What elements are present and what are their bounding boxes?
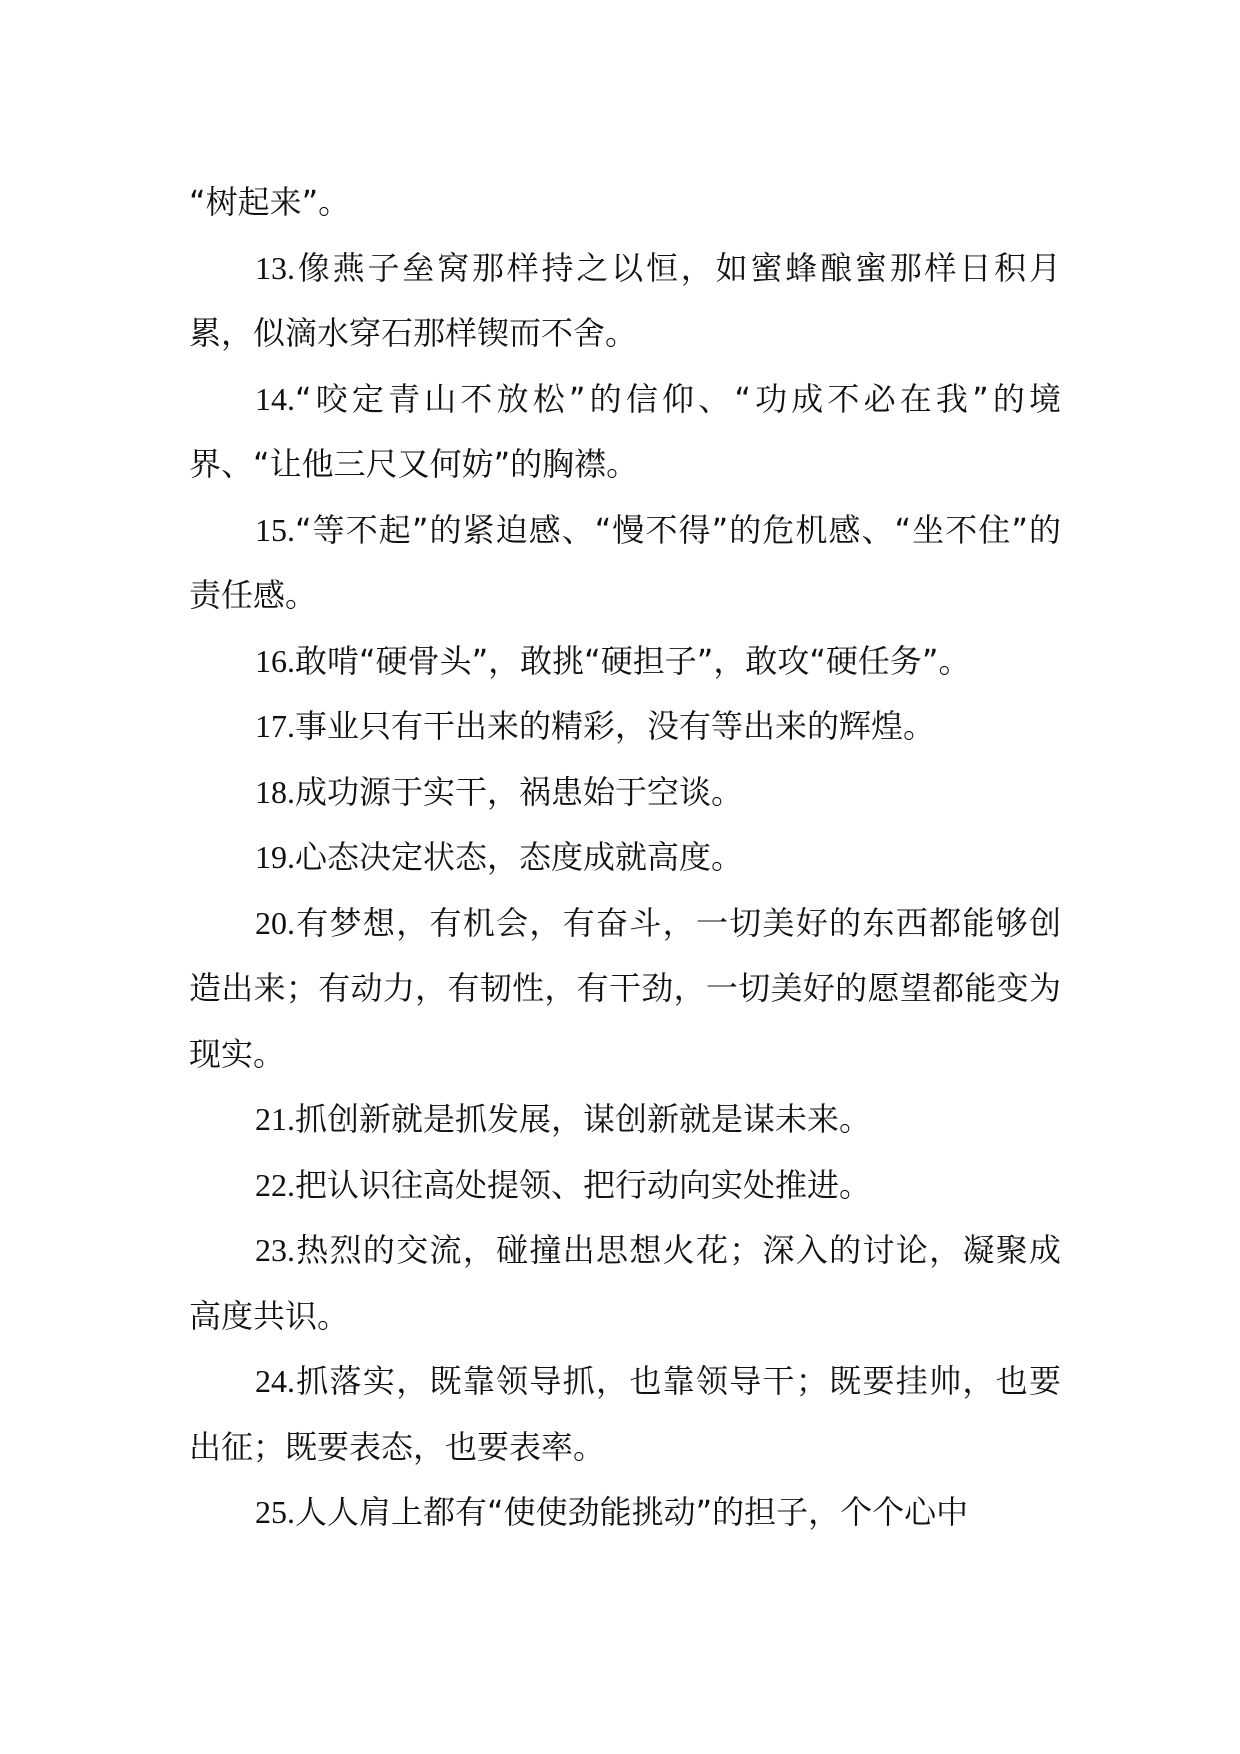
item-number: 24. [255, 1363, 295, 1399]
item-number: 19. [255, 839, 295, 875]
paragraph-text: “树起来”。 [189, 183, 351, 221]
item-number: 23. [255, 1232, 295, 1268]
paragraph-text: 敢啃“硬骨头”，敢挑“硬担子”，敢攻“硬任务”。 [295, 641, 971, 680]
paragraph-text: 事业只有干出来的精彩，没有等出来的辉煌。 [295, 707, 936, 745]
paragraph-text: 人人肩上都有“使使劲能挑动”的担子，个个心中 [295, 1493, 969, 1531]
paragraph-text: 抓落实，既靠领导抓，也靠领导干；既要挂帅，也要出征；既要表态，也要表率。 [189, 1362, 1061, 1466]
item-number: 15. [255, 511, 295, 548]
list-item-20 [189, 891, 1061, 1088]
list-item-15 [189, 498, 1061, 629]
paragraph-text: 把认识往高处提领、把行动向实处推进。 [295, 1165, 872, 1204]
list-item-19 [189, 825, 1061, 891]
list-item-14 [189, 367, 1061, 498]
list-item-18 [189, 760, 1061, 826]
paragraph-text: 成功源于实干，祸患始于空谈。 [295, 772, 744, 811]
paragraph-text: 热烈的交流，碰撞出思想火花；深入的讨论，凝聚成高度共识。 [189, 1231, 1061, 1335]
paragraph-text: 心态决定状态，态度成就高度。 [295, 838, 744, 876]
list-item-22 [189, 1153, 1061, 1219]
list-item-21 [189, 1087, 1061, 1153]
body-text [189, 170, 1061, 1546]
item-number: 18. [255, 773, 295, 810]
item-number: 13. [255, 249, 295, 286]
item-number: 14. [255, 380, 295, 417]
paragraph-text: “等不起”的紧迫感、“慢不得”的危机感、“坐不住”的责任感。 [189, 510, 1061, 614]
list-item-16 [189, 629, 1061, 695]
paragraph-continuation [189, 170, 1061, 236]
item-number: 17. [255, 708, 295, 744]
item-number: 21. [255, 1101, 295, 1137]
paragraph-text: 抓创新就是抓发展，谋创新就是谋未来。 [295, 1100, 872, 1138]
item-number: 22. [255, 1166, 295, 1203]
paragraph-text: “咬定青山不放松”的信仰、“功成不必在我”的境界、“让他三尺又何妨”的胸襟。 [189, 379, 1061, 483]
item-number: 25. [255, 1494, 295, 1530]
list-item-17 [189, 694, 1061, 760]
item-number: 16. [255, 642, 295, 679]
list-item-24 [189, 1349, 1061, 1480]
list-item-25 [189, 1480, 1061, 1546]
item-number: 20. [255, 904, 295, 941]
list-item-13 [189, 236, 1061, 367]
list-item-23 [189, 1218, 1061, 1349]
paragraph-text: 像燕子垒窝那样持之以恒，如蜜蜂酿蜜那样日积月累，似滴水穿石那样锲而不舍。 [189, 248, 1061, 352]
paragraph-text: 有梦想，有机会，有奋斗，一切美好的东西都能够创造出来；有动力，有韧性，有干劲，一切美好的愿望都能变为现实。 [189, 903, 1061, 1073]
